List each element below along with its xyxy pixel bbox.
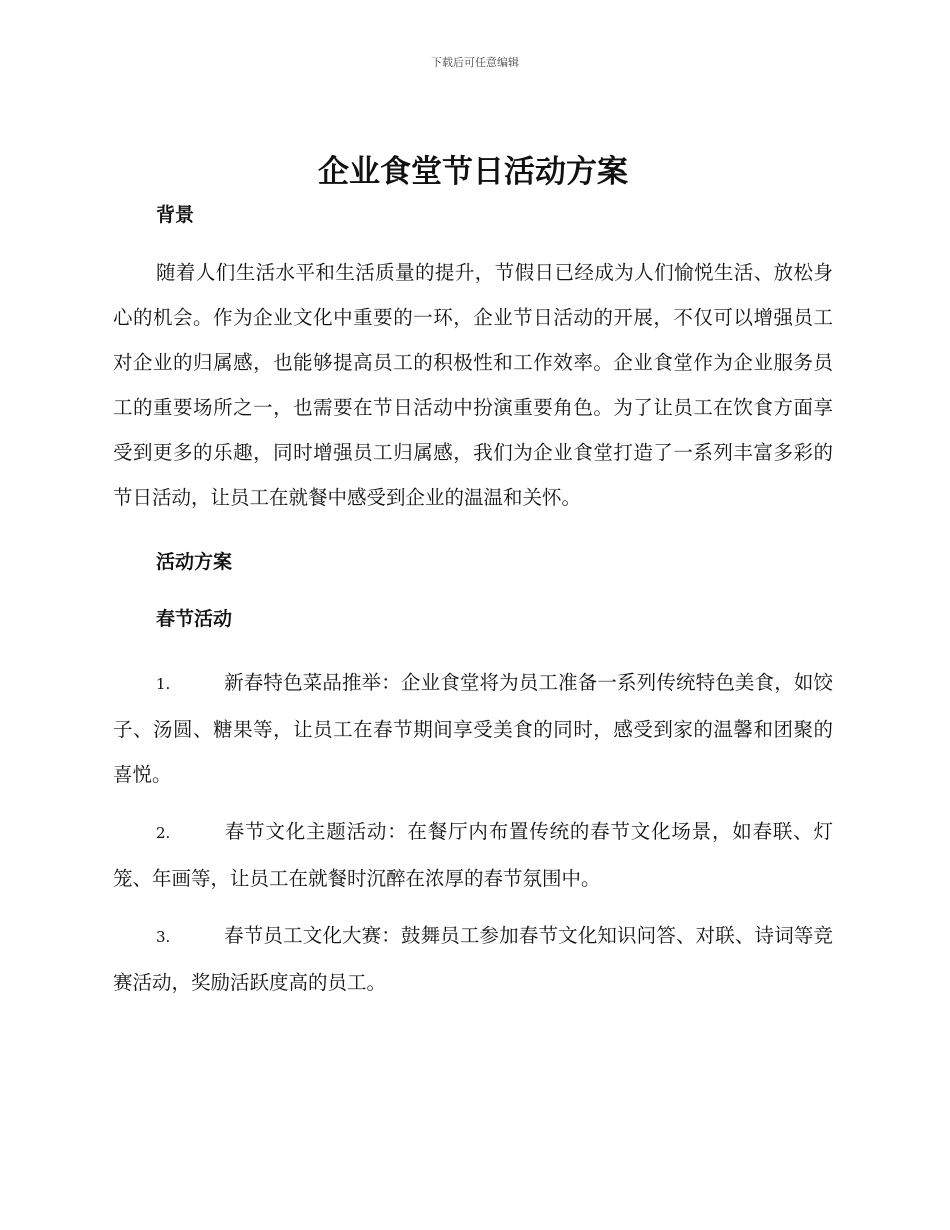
spring-festival-heading: 春节活动 [156,608,233,630]
list-item-number: 2. [156,824,171,842]
list-item-number: 1. [156,675,171,693]
header-note: 下载后可任意编辑 [431,56,519,69]
list-item-text: 新春特色菜品推举：企业食堂将为员工准备一系列传统特色美食，如饺子、汤圆、糖果等，让员工在春节期间享受美食的同时，感受到家的温馨和团聚的喜悦。 [113,671,833,786]
list-item-number: 3. [156,928,171,946]
document-page [113,150,833,1005]
background-paragraph: 随着人们生活水平和生活质量的提升，节假日已经成为人们愉悦生活、放松身心的机会。作为企业文化中重要的一环，企业节日活动的开展，不仅可以增强员工对企业的归属感，也能够提高员工的积极性和工作效率。企业食堂作为企业服务员工的重要场所之一，也需要在节日活动中扮演重要角色。为了让员工在饮食方面享受到更多的乐趣，同时增强员工归属感，我们为企业食堂打造了一系列丰富多彩的节日活动，让员工在就餐中感受到企业的温温和关怀。 [113,261,833,509]
plan-heading: 活动方案 [156,551,233,573]
list-item-text: 春节员工文化大赛：鼓舞员工参加春节文化知识问答、对联、诗词等竞赛活动，奖励活跃度高的员工。 [113,924,833,994]
list-item [113,660,833,797]
list-item-text: 春节文化主题活动：在餐厅内布置传统的春节文化场景，如春联、灯笼、年画等，让员工在就餐时沉醉在浓厚的春节氛围中。 [113,820,833,890]
background-heading: 背景 [156,204,195,226]
list-item [113,809,833,901]
document-title: 企业食堂节日活动方案 [318,154,628,190]
list-item [113,913,833,1005]
